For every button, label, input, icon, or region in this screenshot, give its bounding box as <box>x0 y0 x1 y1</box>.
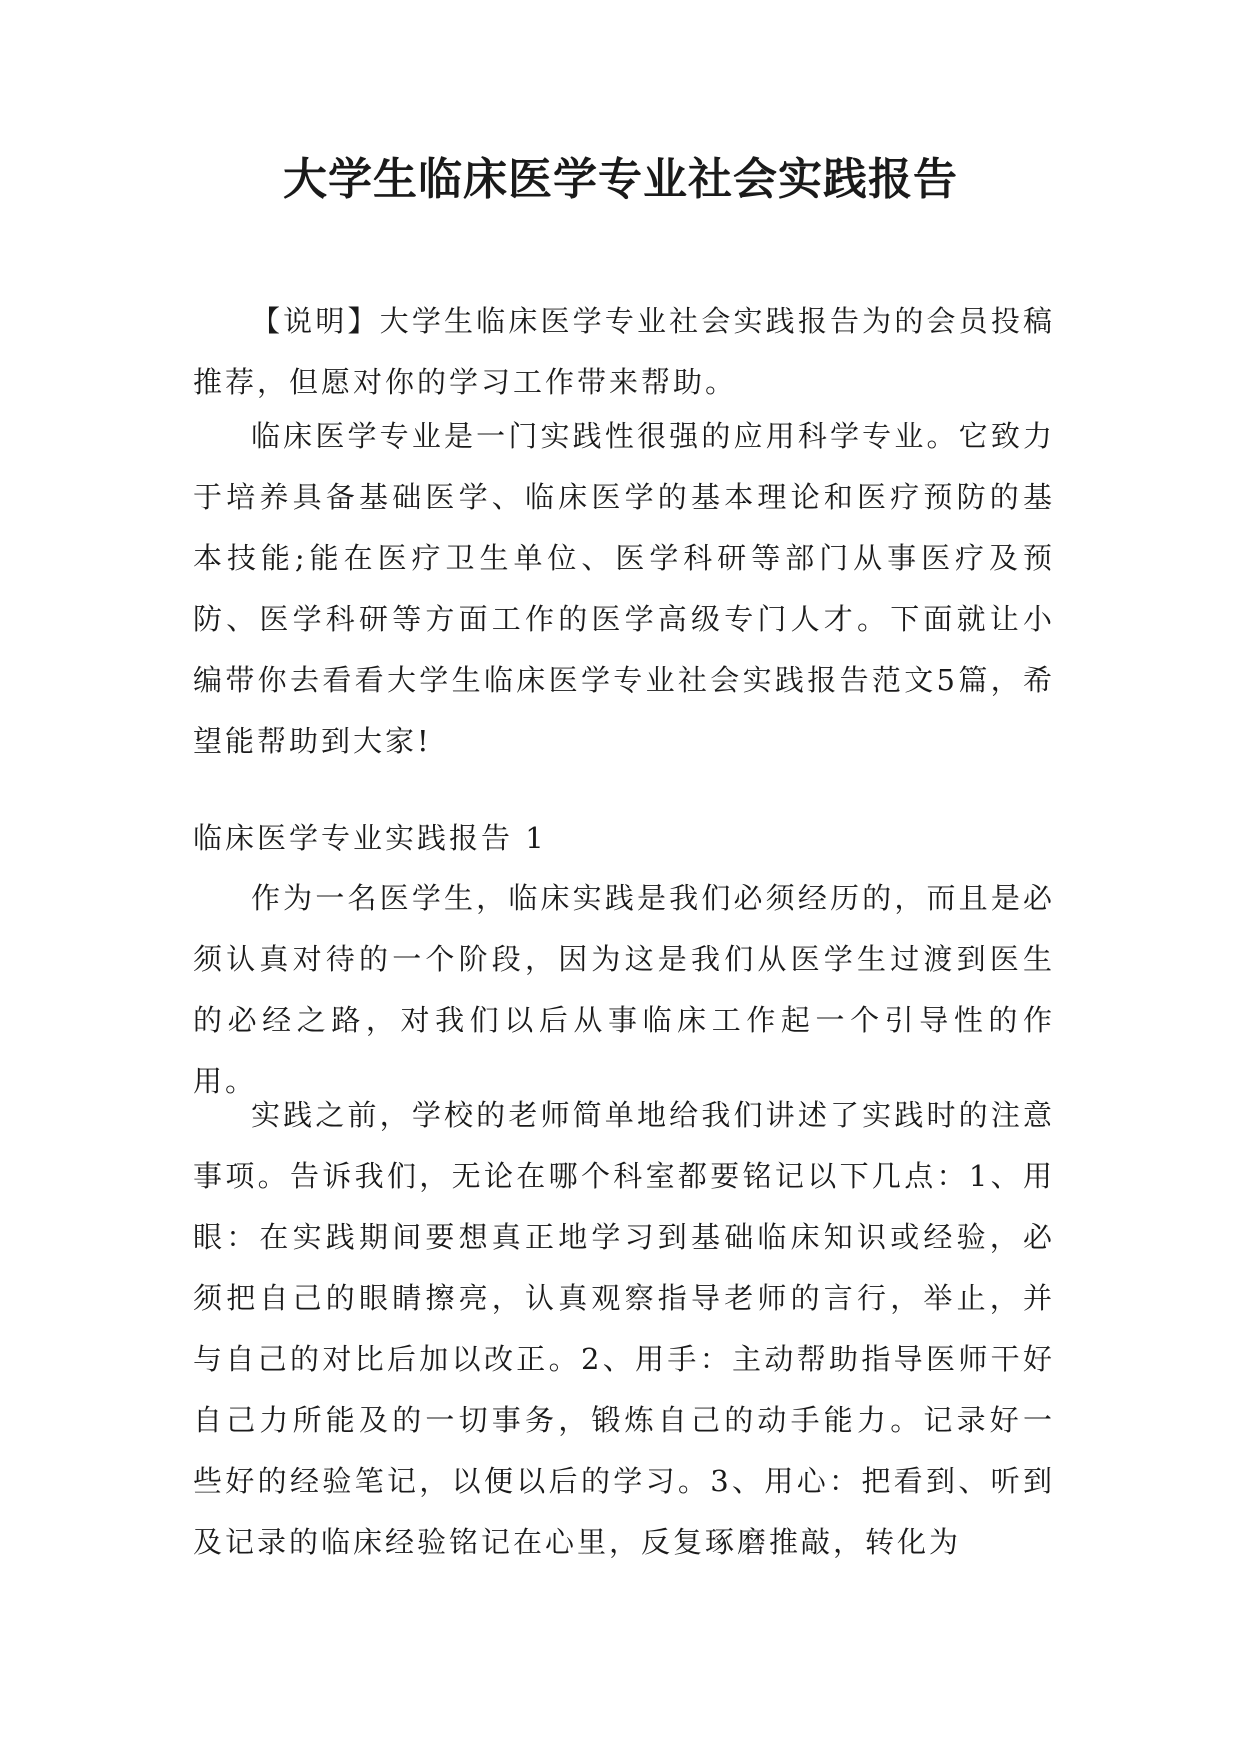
section-paragraph: 作为一名医学生，临床实践是我们必须经历的，而且是必须认真对待的一个阶段，因为这是我们从医学生过渡到医生的必经之路，对我们以后从事临床工作起一个引导性的作用。 <box>193 881 1055 1098</box>
intro-paragraph: 【说明】大学生临床医学专业社会实践报告为的会员投稿推荐，但愿对你的学习工作带来帮助。 <box>193 304 1055 399</box>
description-paragraph: 临床医学专业是一门实践性很强的应用科学专业。它致力于培养具备基础医学、临床医学的基本理论和医疗预防的基本技能;能在医疗卫生单位、医学科研等部门从事医疗及预防、医学科研等方面工作的医学高级专门人才。下面就让小编带你去看看大学生临床医学专业社会实践报告范文5篇，希望能帮助到大家! <box>193 419 1055 758</box>
section-heading: 临床医学专业实践报告 1 <box>193 821 547 855</box>
section-paragraph: 实践之前，学校的老师简单地给我们讲述了实践时的注意事项。告诉我们，无论在哪个科室都要铭记以下几点：1、用眼：在实践期间要想真正地学习到基础临床知识或经验，必须把自己的眼睛擦亮，认真观察指导老师的言行，举止，并与自己的对比后加以改正。2、用手：主动帮助指导医师干好自己力所能及的一切事务，锻炼自己的动手能力。记录好一些好的经验笔记，以便以后的学习。3、用心：把看到、听到及记录的临床经验铭记在心里，反复琢磨推敲，转化为 <box>193 1098 1055 1559</box>
document-title: 大学生临床医学专业社会实践报告 <box>283 154 958 205</box>
